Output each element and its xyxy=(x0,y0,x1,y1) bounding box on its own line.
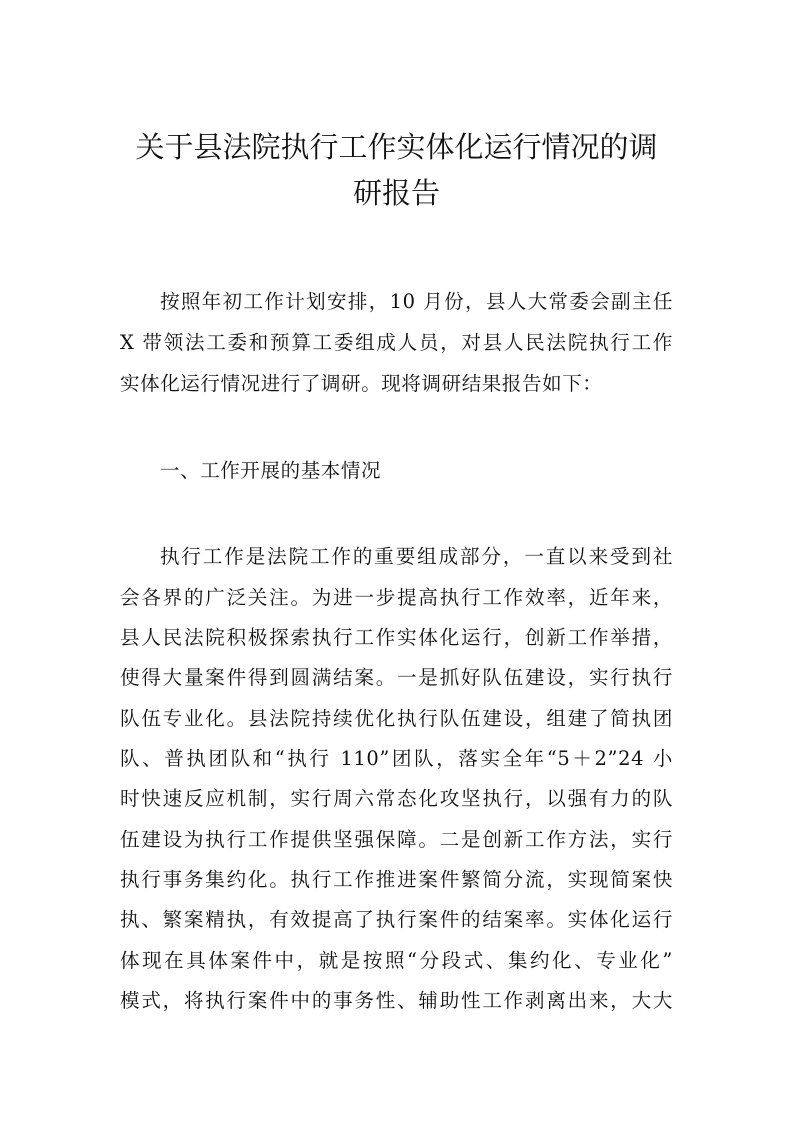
body-line-2: 会各界的广泛关注。为进一步提高执行工作效率，近年来， xyxy=(120,586,673,609)
body-line-3: 县人民法院积极探索执行工作实体化运行，创新工作举措， xyxy=(120,626,673,649)
document-title-line-2: 研报告 xyxy=(352,176,440,210)
section-heading: 一、工作开展的基本情况 xyxy=(160,459,382,482)
body-line-12: 模式，将执行案件中的事务性、辅助性工作剥离出来，大大 xyxy=(120,989,673,1012)
body-line-1: 执行工作是法院工作的重要组成部分，一直以来受到社 xyxy=(160,545,673,568)
intro-line-3: 实体化运行情况进行了调研。现将调研结果报告如下： xyxy=(120,372,603,395)
intro-line-2: X 带领法工委和预算工委组成人员，对县人民法院执行工作 xyxy=(120,331,673,354)
body-line-5: 队伍专业化。县法院持续优化执行队伍建设，组建了简执团 xyxy=(120,707,673,730)
body-line-6: 队、普执团队和“执行 110”团队，落实全年“5＋2”24 小 xyxy=(120,747,673,770)
document-title-line-1: 关于县法院执行工作实体化运行情况的调 xyxy=(135,130,658,164)
body-line-9: 执行事务集约化。执行工作推进案件繁简分流，实现简案快 xyxy=(120,868,673,891)
body-line-11: 体现在具体案件中，就是按照“分段式、集约化、专业化” xyxy=(120,949,673,972)
body-line-10: 执、繁案精执，有效提高了执行案件的结案率。实体化运行 xyxy=(120,908,673,931)
body-line-7: 时快速反应机制，实行周六常态化攻坚执行，以强有力的队 xyxy=(120,787,673,810)
intro-line-1: 按照年初工作计划安排，10 月份，县人大常委会副主任 xyxy=(160,290,673,313)
body-line-8: 伍建设为执行工作提供坚强保障。二是创新工作方法，实行 xyxy=(120,828,673,851)
body-line-4: 使得大量案件得到圆满结案。一是抓好队伍建设，实行执行 xyxy=(120,666,673,689)
